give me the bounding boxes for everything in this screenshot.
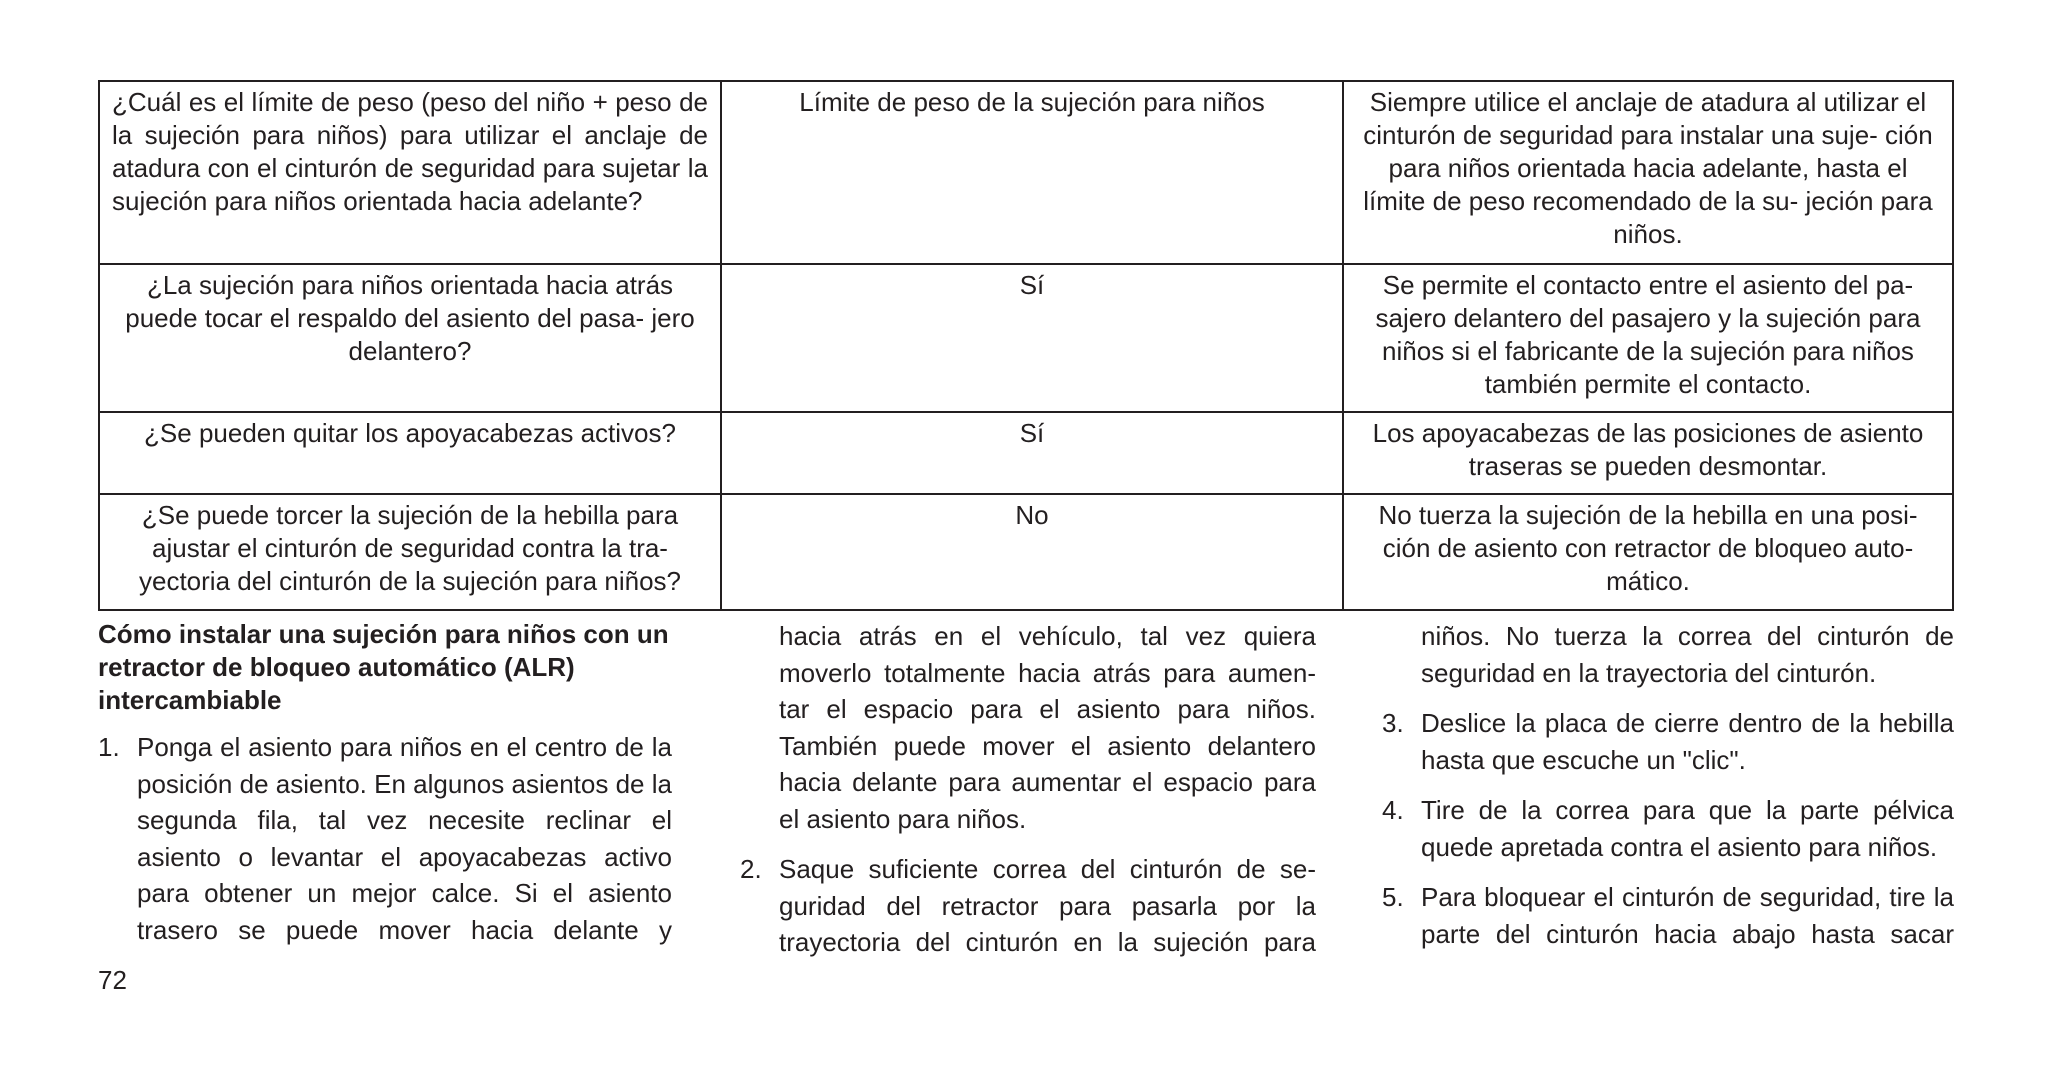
table-row <box>99 264 1953 412</box>
step-number: 2. <box>740 854 762 884</box>
step-number: 5. <box>1382 882 1404 912</box>
question-cell: ¿Se pueden quitar los apoyacabezas activos? <box>99 412 721 494</box>
step-text: Deslice la placa de cierre dentro de la hebilla hasta que escuche un "clic". <box>1421 708 1954 775</box>
table-row <box>99 81 1953 264</box>
question-cell: ¿Cuál es el límite de peso (peso del niño + peso de la sujeción para niños) para utilizar el anclaje de atadura con el cinturón de seguridad para sujetar la sujeción para niños orientada hacia adelante? <box>99 81 721 264</box>
step-number: 4. <box>1382 795 1404 825</box>
step-text: Tire de la correa para que la parte pélvica quede apretada contra el asiento para niños. <box>1421 795 1954 862</box>
notes-cell: Siempre utilice el anclaje de atadura al utilizar el cinturón de seguridad para instalar una suje- ción para niños orientada hacia adelante, hasta el límite de peso recomendado de la su- jeción para niños. <box>1343 81 1953 264</box>
question-cell: ¿Se puede torcer la sujeción de la hebilla para ajustar el cinturón de seguridad contra la tra- yectoria del cinturón de la sujeción para niños? <box>99 494 721 610</box>
section-heading: Cómo instalar una sujeción para niños con un retractor de bloqueo automático (ALR) intercambiable <box>98 619 669 715</box>
step-number: 1. <box>98 732 120 762</box>
step-5 <box>1382 879 1954 952</box>
step-2 <box>740 851 1316 961</box>
answer-cell: Sí <box>721 412 1343 494</box>
answer-cell: Sí <box>721 264 1343 412</box>
notes-cell: No tuerza la sujeción de la hebilla en una posi- ción de asiento con retractor de bloqueo auto- mático. <box>1343 494 1953 610</box>
child-restraint-faq-table <box>98 80 1954 611</box>
step-3 <box>1382 705 1954 778</box>
text-column-1 <box>98 618 672 962</box>
step-text: Saque suficiente correa del cinturón de se- guridad del retractor para pasarla por la trayectoria del cinturón en la sujeción para <box>779 854 1316 957</box>
text-column-2 <box>740 618 1316 975</box>
step-1 <box>98 729 672 948</box>
table-row <box>99 412 1953 494</box>
notes-cell: Se permite el contacto entre el asiento del pa- sajero delantero del pasajero y la sujeción para niños si el fabricante de la sujeción para niños también permite el contacto. <box>1343 264 1953 412</box>
notes-cell: Los apoyacabezas de las posiciones de asiento traseras se pueden desmontar. <box>1343 412 1953 494</box>
step-1-continued: hacia atrás en el vehículo, tal vez quiera moverlo totalmente hacia atrás para aumen- tar el espacio para el asiento para niños. También puede mover el asiento delantero hacia delante para aumentar el espacio para el asiento para niños. <box>779 621 1316 834</box>
step-text: Ponga el asiento para niños en el centro de la posición de asiento. En algunos asientos de la segunda fila, tal vez necesite reclinar el asiento o levantar el apoyacabezas activo para obtener un mejor calce. Si el asiento trasero se puede mover hacia delante y <box>137 732 672 945</box>
step-text: Para bloquear el cinturón de seguridad, tire la parte del cinturón hacia abajo hasta sacar <box>1421 882 1954 949</box>
page-number: 72 <box>98 965 127 995</box>
step-4 <box>1382 792 1954 865</box>
table-row <box>99 494 1953 610</box>
question-cell: ¿La sujeción para niños orientada hacia atrás puede tocar el respaldo del asiento del pasa- jero delantero? <box>99 264 721 412</box>
text-column-3 <box>1382 618 1954 966</box>
step-2-continued: niños. No tuerza la correa del cinturón de seguridad en la trayectoria del cinturón. <box>1421 621 1954 688</box>
answer-cell: Límite de peso de la sujeción para niños <box>721 81 1343 264</box>
answer-cell: No <box>721 494 1343 610</box>
step-number: 3. <box>1382 708 1404 738</box>
